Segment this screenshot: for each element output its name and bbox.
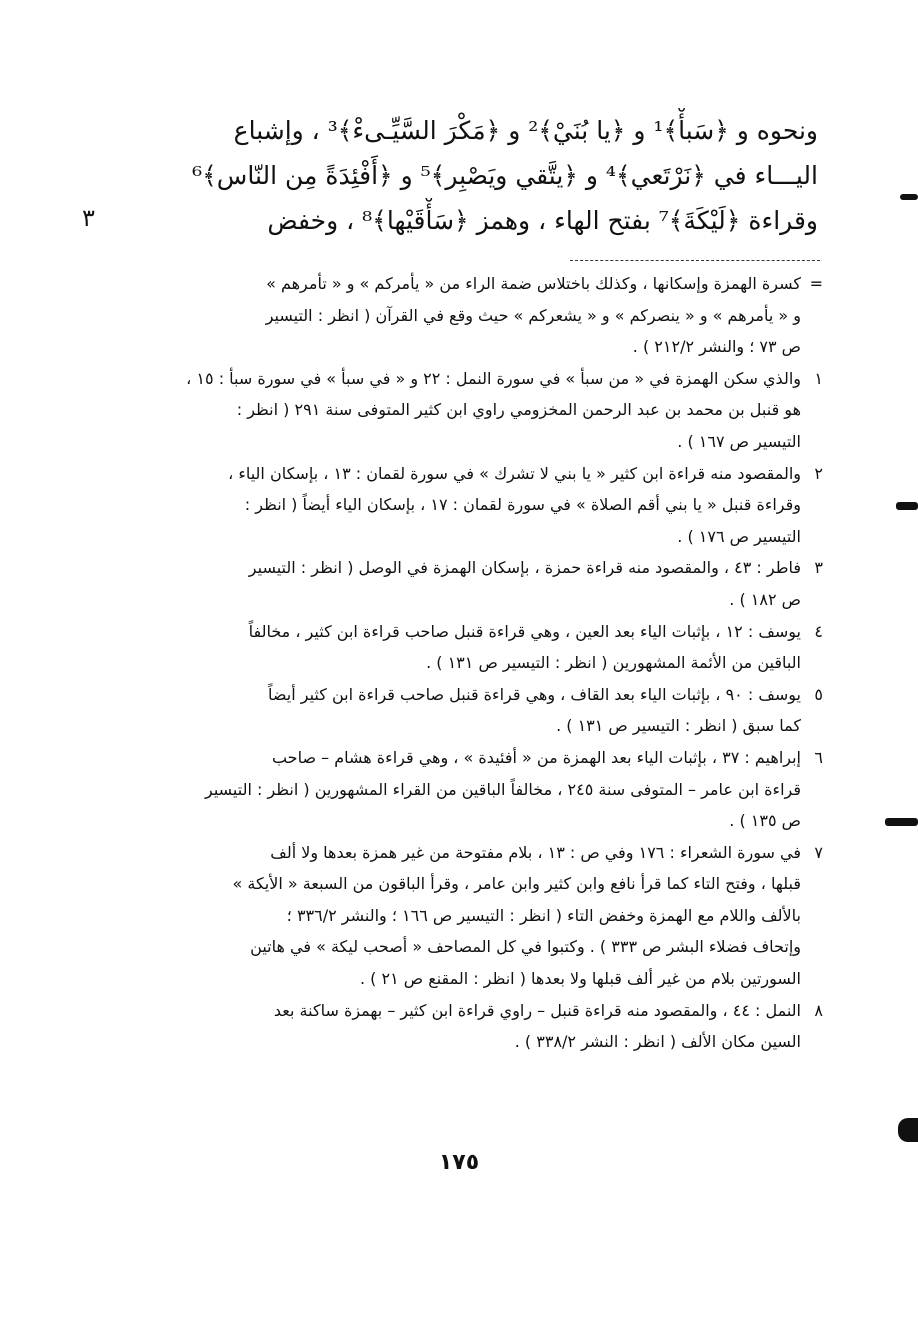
footnote-marker: ٢ bbox=[814, 463, 823, 483]
footnote-4 bbox=[145, 616, 823, 679]
footnote-3 bbox=[145, 552, 823, 615]
footnote-separator bbox=[570, 260, 820, 261]
footnote-marker: ٣ bbox=[814, 558, 823, 578]
footnote-marker: ٦ bbox=[814, 747, 823, 767]
footnote-marker: ٤ bbox=[814, 621, 823, 641]
footnote-line: والذي سكن الهمزة في « من سبأ » في سورة النمل : ٢٢ و « في سبأ » في سورة سبأ : ١٥ ، bbox=[186, 368, 801, 388]
footnote-line: وقراءة قنبل « يا بني أقم الصلاة » في سورة لقمان : ١٧ ، بإسكان الياء أيضاً ( انظر : bbox=[244, 495, 801, 515]
scan-edge-mark bbox=[896, 502, 918, 510]
footnote-2 bbox=[145, 458, 823, 553]
footnote-line: التيسير ص ١٧٦ ) . bbox=[677, 526, 801, 546]
footnote-line: السين مكان الألف ( انظر : النشر ٣٣٨/٢ ) . bbox=[514, 1032, 801, 1052]
footnote-marker: = bbox=[809, 274, 823, 293]
footnote-line: ص ١٣٥ ) . bbox=[729, 811, 801, 831]
footnote-1 bbox=[145, 363, 823, 458]
page-number: ١٧٥ bbox=[438, 1150, 480, 1175]
footnote-8 bbox=[145, 995, 823, 1058]
footnote-5 bbox=[145, 679, 823, 742]
footnote-continuation bbox=[145, 268, 823, 363]
footnote-line: وإتحاف فضلاء البشر ص ٣٣٣ ) . وكتبوا في كل المصاحف « أصحب ليكة » في هاتين bbox=[250, 937, 801, 957]
footnote-line: ص ١٨٢ ) . bbox=[729, 589, 801, 609]
footnote-line: بالألف واللام مع الهمزة وخفض التاء ( انظر : التيسير ص ١٦٦ ؛ والنشر ٣٣٦/٢ ؛ bbox=[286, 905, 801, 925]
footnote-marker: ٧ bbox=[814, 842, 823, 862]
scan-edge-mark bbox=[885, 818, 918, 826]
footnote-line: الباقين من الأئمة المشهورين ( انظر : التيسير ص ١٣١ ) . bbox=[426, 653, 801, 673]
main-text-line: ونحوه و ﴿سَبأْ﴾¹ و ﴿يا بُنَيْ﴾² و ﴿مَكْرَ السَّيِّـىءْ﴾³ ، وإشباع bbox=[233, 116, 818, 145]
footnotes bbox=[145, 268, 823, 1058]
margin-number: ٣ bbox=[82, 204, 95, 232]
footnote-line: كسرة الهمزة وإسكانها ، وكذلك باختلاس ضمة الراء من « يأمركم » و « تأمرهم » bbox=[266, 274, 801, 293]
footnote-line: قبلها ، وفتح التاء كما قرأ نافع وابن كثير وابن عامر ، وقرأ الباقون من السبعة « الأيكة » bbox=[232, 874, 801, 894]
footnote-line: يوسف : ٩٠ ، بإثبات الياء بعد القاف ، وهي قراءة قنبل صاحب قراءة ابن كثير أيضاً bbox=[268, 684, 801, 704]
footnote-line: و « يأمرهم » و « ينصركم » و « يشعركم » حيث وقع في القرآن ( انظر : التيسير bbox=[265, 305, 801, 325]
main-text-line: وقراءة ﴿لَيْكَةَ﴾⁷ بفتح الهاء ، وهمز ﴿سَأْقَيْها﴾⁸ ، وخفض bbox=[267, 206, 818, 235]
main-text-line: اليـــاء في ﴿نَرْتَعي﴾⁴ و ﴿يتَّقي ويَصْبِر﴾⁵ و ﴿أَفْئِدَةً مِن النّاس﴾⁶ bbox=[192, 161, 818, 190]
main-text bbox=[145, 108, 818, 243]
footnote-7 bbox=[145, 837, 823, 995]
footnote-line: قراءة ابن عامر – المتوفى سنة ٢٤٥ ، مخالفاً الباقين من القراء المشهورين ( انظر : التيسير bbox=[205, 779, 801, 799]
footnote-marker: ١ bbox=[814, 368, 823, 388]
footnote-marker: ٥ bbox=[814, 684, 823, 704]
footnote-line: هو قنبل بن محمد بن عبد الرحمن المخزومي راوي ابن كثير المتوفى سنة ٢٩١ ( انظر : bbox=[236, 400, 801, 420]
footnote-line: كما سبق ( انظر : التيسير ص ١٣١ ) . bbox=[556, 716, 801, 736]
footnote-line: في سورة الشعراء : ١٧٦ وفي ص : ١٣ ، بلام مفتوحة من غير همزة بعدها ولا ألف bbox=[270, 842, 801, 862]
scan-edge-mark bbox=[898, 1118, 918, 1142]
footnote-line: إبراهيم : ٣٧ ، بإثبات الياء بعد الهمزة من « أفئيدة » ، وهي قراءة هشام – صاحب bbox=[271, 747, 801, 767]
footnote-marker: ٨ bbox=[814, 1000, 823, 1020]
footnote-line: فاطر : ٤٣ ، والمقصود منه قراءة حمزة ، بإسكان الهمزة في الوصل ( انظر : التيسير bbox=[248, 558, 801, 578]
footnote-line: السورتين بلام من غير ألف قبلها ولا بعدها ( انظر : المقنع ص ٢١ ) . bbox=[359, 969, 801, 989]
footnote-line: والمقصود منه قراءة ابن كثير « يا بني لا تشرك » في سورة لقمان : ١٣ ، بإسكان الياء ، bbox=[228, 463, 801, 483]
footnote-6 bbox=[145, 742, 823, 837]
footnote-line: التيسير ص ١٦٧ ) . bbox=[677, 431, 801, 451]
footnote-line: يوسف : ١٢ ، بإثبات الياء بعد العين ، وهي قراءة قنبل صاحب قراءة ابن كثير ، مخالفاً bbox=[248, 621, 801, 641]
footnote-line: ص ٧٣ ؛ والنشر ٢١٢/٢ ) . bbox=[632, 337, 801, 357]
footnote-line: النمل : ٤٤ ، والمقصود منه قراءة قنبل – راوي قراءة ابن كثير – بهمزة ساكنة بعد bbox=[273, 1000, 801, 1020]
scan-edge-mark bbox=[900, 194, 918, 200]
